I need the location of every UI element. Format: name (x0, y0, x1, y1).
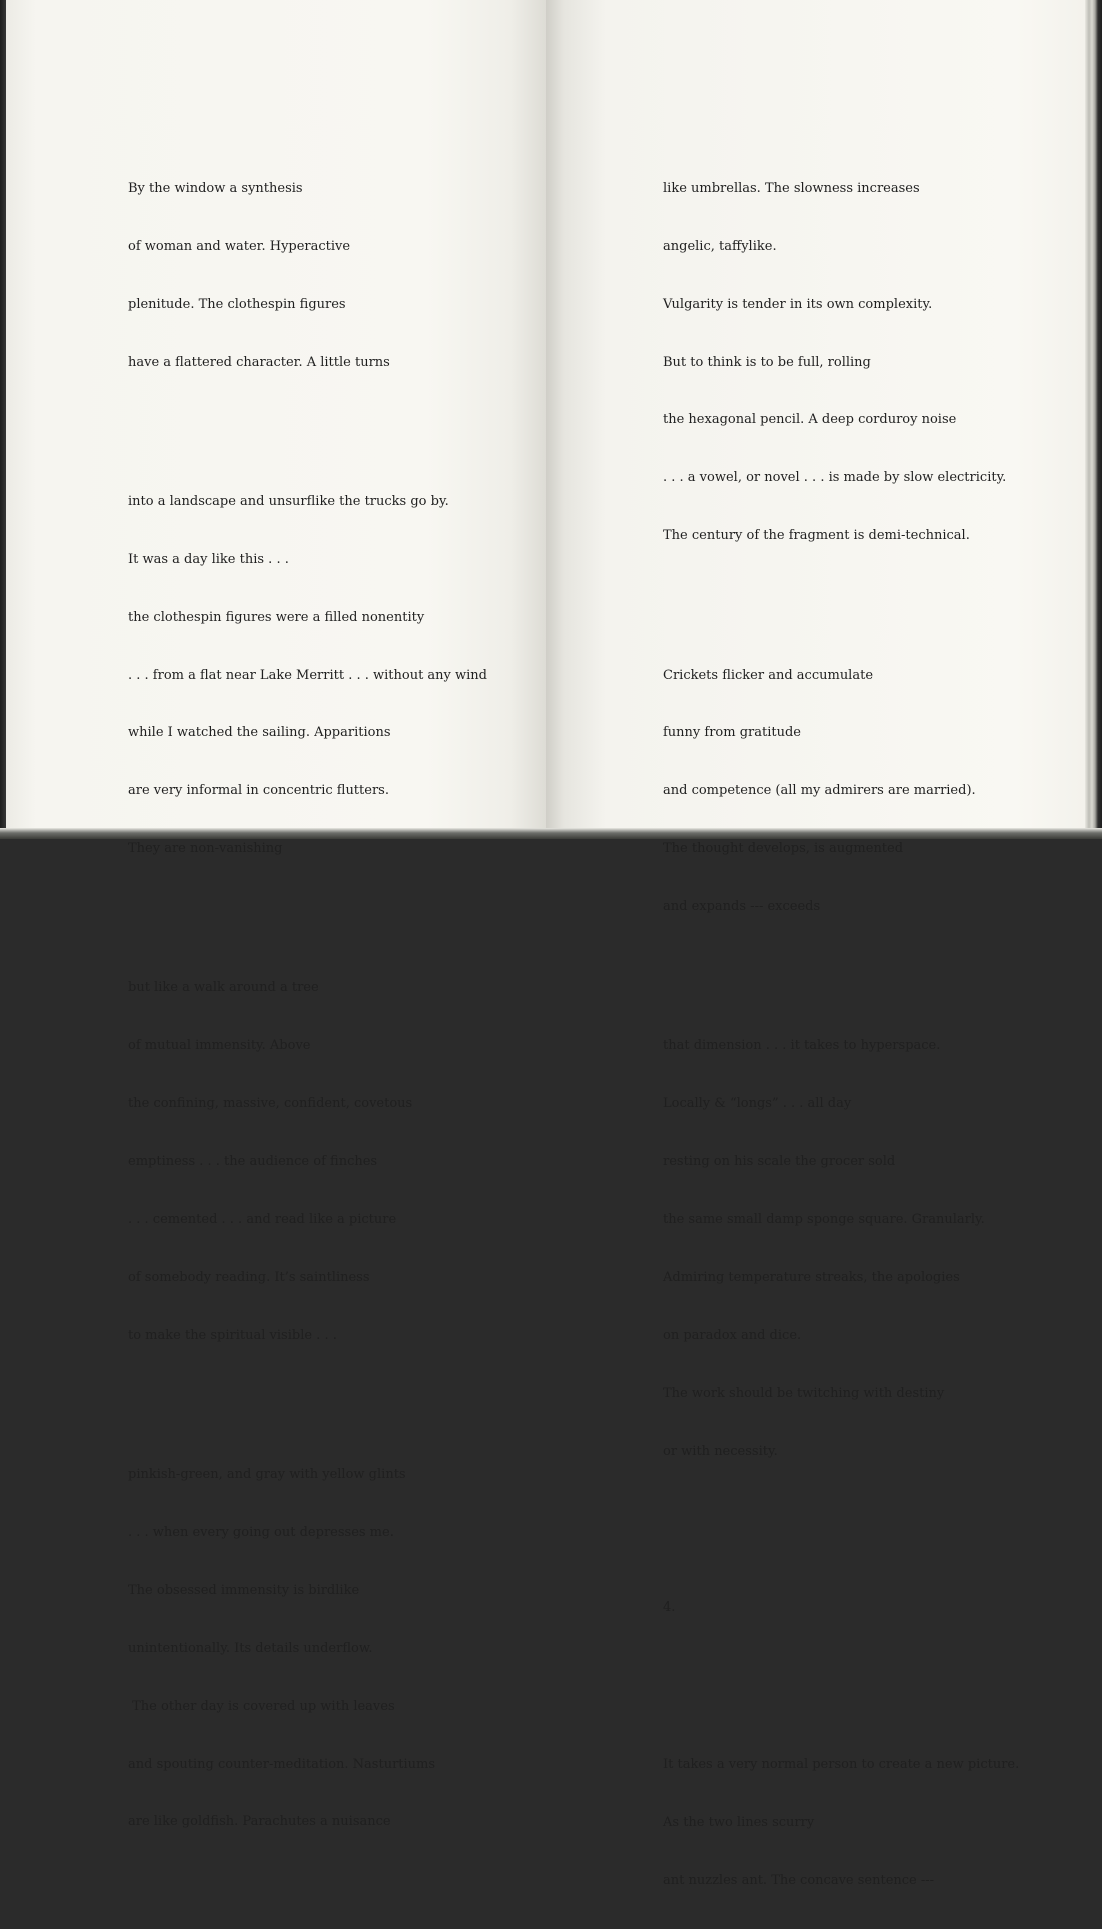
poem-line: but like a walk around a tree (128, 980, 319, 996)
poem-line: unintentionally. Its details underflow. (128, 1640, 373, 1656)
poem-line: funny from gratitude (663, 725, 801, 741)
poem-line: are like goldfish. Parachutes a nuisance (128, 1814, 391, 1830)
section-break (663, 1499, 1019, 1540)
poem-line: have a flattered character. A little turns (128, 354, 390, 370)
poem-line: The thought develops, is augmented (663, 841, 904, 857)
left-page-text (128, 121, 487, 1870)
stanza-break (128, 410, 487, 434)
poem-line: of mutual immensity. Above (128, 1038, 311, 1054)
poem-line: into a landscape and unsurflike the trucks go by. (128, 493, 449, 509)
poem-line: ant nuzzles ant. The concave sentence --- (663, 1872, 935, 1888)
poem-line: and spouting counter-meditation. Nasturtiums (128, 1756, 436, 1772)
poem-line: The century of the fragment is demi-technical. (663, 528, 970, 544)
poem-line: Crickets flicker and accumulate (663, 667, 874, 683)
poem-line: They are non-vanishing (128, 841, 283, 857)
poem-line: . . . from a flat near Lake Merritt . . . without any wind (128, 667, 487, 683)
poem-line: the clothespin figures were a filled nonentity (128, 609, 425, 625)
poem-line: pinkish-green, and gray with yellow glints (128, 1467, 406, 1483)
poem-line: like umbrellas. The slowness increases (663, 180, 920, 196)
right-page-text (663, 121, 1019, 1929)
poem-line: or with necessity. (663, 1443, 778, 1459)
stanza-break (663, 955, 1019, 979)
poem-line: of woman and water. Hyperactive (128, 238, 351, 254)
poem-line: By the window a synthesis (128, 180, 303, 196)
poem-line: It was a day like this . . . (128, 551, 289, 567)
stanza-break (128, 897, 487, 921)
poem-line: The obsessed immensity is birdlike (128, 1582, 360, 1598)
poem-line: on paradox and dice. (663, 1327, 802, 1343)
poem-line: But to think is to be full, rolling (663, 354, 871, 370)
poem-line: emptiness . . . the audience of finches (128, 1154, 378, 1170)
poem-line: that dimension . . . it takes to hyperspace. (663, 1038, 941, 1054)
poem-line: resting on his scale the grocer sold (663, 1154, 896, 1170)
stanza-break (663, 584, 1019, 608)
poem-line: while I watched the sailing. Apparitions (128, 725, 391, 741)
stanza-break (128, 1384, 487, 1408)
poem-line: Locally & “longs” . . . all day (663, 1096, 852, 1112)
poem-line: to make the spiritual visible . . . (128, 1327, 337, 1343)
poem-line: Admiring temperature streaks, the apologies (663, 1269, 960, 1285)
poem-line: . . . when every going out depresses me. (128, 1524, 394, 1540)
section-number: 4. (663, 1600, 676, 1616)
poem-line: It takes a very normal person to create a new picture. (663, 1757, 1020, 1773)
poem-line: The other day is covered up with leaves (128, 1698, 395, 1714)
poem-line: the hexagonal pencil. A deep corduroy noise (663, 412, 957, 428)
section-break (663, 1656, 1019, 1697)
book-edge-right (1085, 0, 1102, 839)
poem-line: the confining, massive, confident, covetous (128, 1096, 413, 1112)
poem-line: As the two lines scurry (663, 1815, 815, 1831)
poem-line: the same small damp sponge square. Granularly. (663, 1212, 985, 1228)
poem-line: Vulgarity is tender in its own complexity. (663, 296, 933, 312)
poem-line: and competence (all my admirers are married). (663, 783, 976, 799)
poem-line: and expands --- exceeds (663, 899, 821, 915)
poem-line: plenitude. The clothespin figures (128, 296, 346, 312)
poem-line: . . . a vowel, or novel . . . is made by slow electricity. (663, 470, 1007, 486)
poem-line: angelic, taffylike. (663, 238, 777, 254)
poem-line: are very informal in concentric flutters. (128, 783, 389, 799)
poem-line: . . . cemented . . . and read like a picture (128, 1212, 397, 1228)
poem-line: The work should be twitching with destiny (663, 1385, 945, 1401)
poem-line: of somebody reading. It’s saintliness (128, 1269, 370, 1285)
